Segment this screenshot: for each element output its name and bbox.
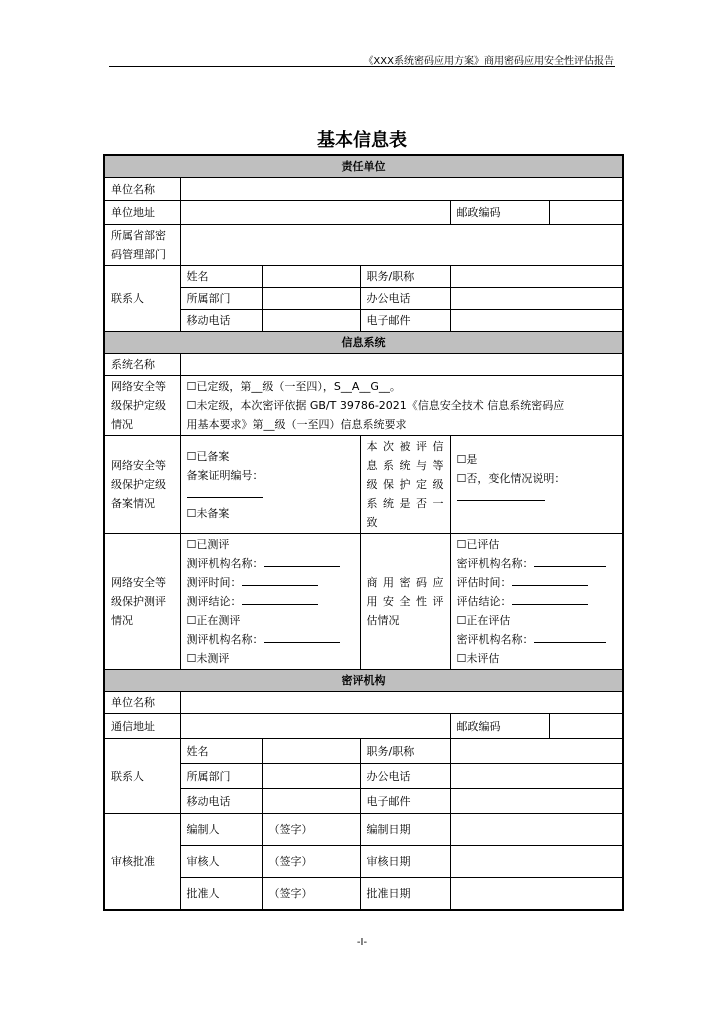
- value-review-date[interactable]: [450, 846, 623, 878]
- eval-result-field[interactable]: [242, 593, 318, 605]
- label-reviewer: 审核人: [180, 846, 262, 878]
- label-grading: 网络安全等 级保护定级 情况: [104, 376, 180, 436]
- value-position[interactable]: [450, 266, 623, 288]
- eval-org2-label: 测评机构名称：: [186, 633, 264, 646]
- label-org-office-phone: 办公电话: [360, 764, 450, 789]
- value-org-mobile[interactable]: [262, 789, 360, 814]
- label-postcode: 邮政编码: [450, 201, 549, 225]
- value-consistency[interactable]: [450, 436, 623, 534]
- page-number: -I-: [356, 937, 368, 948]
- label-compile-date: 编制日期: [360, 814, 450, 846]
- page-title: 基本信息表: [317, 130, 407, 151]
- cert-no-field[interactable]: [187, 486, 263, 498]
- sign-approver[interactable]: （签字）: [262, 878, 360, 910]
- header-rule: [109, 66, 615, 67]
- value-office-phone[interactable]: [450, 288, 623, 310]
- sign-reviewer[interactable]: （签字）: [262, 846, 360, 878]
- value-compile-date[interactable]: [450, 814, 623, 846]
- value-org-position[interactable]: [450, 739, 623, 764]
- change-description-field[interactable]: [457, 489, 545, 501]
- grading-option-ungraded[interactable]: ☐未定级，本次密评依据 GB/T 39786-2021《信息安全技术 信息系统密码应: [186, 399, 565, 412]
- value-org-department[interactable]: [262, 764, 360, 789]
- value-crypto-assess[interactable]: [450, 534, 623, 670]
- assess-org-label: 密评机构名称：: [456, 557, 534, 570]
- assess-org2-label: 密评机构名称：: [456, 633, 534, 646]
- cert-no-label: 备案证明编号：: [186, 468, 264, 482]
- filed-checkbox[interactable]: ☐已备案: [186, 449, 230, 463]
- running-header: 《XXX系统密码应用方案》商用密码应用安全性评估报告: [363, 56, 614, 67]
- value-org-email[interactable]: [450, 789, 623, 814]
- value-org-name[interactable]: [180, 692, 623, 714]
- label-org-address: 通信地址: [104, 714, 180, 739]
- label-filing: 网络安全等 级保护定级 备案情况: [104, 436, 180, 534]
- assess-time-label: 评估时间：: [456, 576, 512, 589]
- value-org-postcode[interactable]: [549, 714, 623, 739]
- assess-org-field[interactable]: [534, 555, 606, 567]
- sign-compiler[interactable]: （签字）: [262, 814, 360, 846]
- label-review-date: 审核日期: [360, 846, 450, 878]
- label-approve-date: 批准日期: [360, 878, 450, 910]
- label-crypto-dept: 所属省部密 码管理部门: [104, 225, 180, 266]
- no-change-checkbox[interactable]: ☐否，变化情况说明：: [456, 472, 566, 485]
- assess-org2-field[interactable]: [534, 631, 606, 643]
- value-filing[interactable]: [180, 436, 360, 534]
- grading-option-ungraded-cont: 用基本要求》第__级（一至四）信息系统要求: [186, 418, 407, 431]
- value-department[interactable]: [262, 288, 360, 310]
- evaluated-checkbox[interactable]: ☐已测评: [186, 538, 230, 551]
- eval-time-label: 测评时间：: [186, 576, 242, 589]
- value-grading[interactable]: [180, 376, 623, 436]
- section-header-info-system: 信息系统: [104, 332, 623, 354]
- value-unit-address[interactable]: [180, 201, 450, 225]
- eval-result-label: 测评结论：: [186, 595, 242, 608]
- label-org-postcode: 邮政编码: [450, 714, 549, 739]
- value-postcode[interactable]: [549, 201, 623, 225]
- label-name: 姓名: [180, 266, 262, 288]
- assessed-checkbox[interactable]: ☐已评估: [456, 538, 500, 551]
- value-org-office-phone[interactable]: [450, 764, 623, 789]
- value-mobile[interactable]: [262, 310, 360, 332]
- label-org-mobile: 移动电话: [180, 789, 262, 814]
- eval-org2-field[interactable]: [264, 631, 340, 643]
- assessing-checkbox[interactable]: ☐正在评估: [456, 614, 511, 627]
- label-consistency: 本次被评信 息系统与等 级保护定级 系统是否一 致: [360, 436, 450, 534]
- label-org-position: 职务/职称: [360, 739, 450, 764]
- value-system-name[interactable]: [180, 354, 623, 376]
- value-unit-name[interactable]: [180, 178, 623, 201]
- label-system-name: 系统名称: [104, 354, 180, 376]
- basic-info-table: [103, 154, 624, 911]
- value-approve-date[interactable]: [450, 878, 623, 910]
- label-org-name: 单位名称: [104, 692, 180, 714]
- label-office-phone: 办公电话: [360, 288, 450, 310]
- eval-org-label: 测评机构名称：: [186, 557, 264, 570]
- value-crypto-dept[interactable]: [180, 225, 623, 266]
- not-filed-checkbox[interactable]: ☐未备案: [186, 506, 230, 520]
- label-position: 职务/职称: [360, 266, 450, 288]
- label-contact: 联系人: [104, 266, 180, 332]
- label-mobile: 移动电话: [180, 310, 262, 332]
- assess-time-field[interactable]: [512, 574, 588, 586]
- not-evaluated-checkbox[interactable]: ☐未测评: [186, 652, 230, 665]
- label-crypto-assess: 商用密码应 用安全性评 估情况: [360, 534, 450, 670]
- label-org-contact: 联系人: [104, 739, 180, 814]
- value-email[interactable]: [450, 310, 623, 332]
- label-org-name-person: 姓名: [180, 739, 262, 764]
- label-approver: 批准人: [180, 878, 262, 910]
- label-org-email: 电子邮件: [360, 789, 450, 814]
- evaluating-checkbox[interactable]: ☐正在测评: [186, 614, 241, 627]
- label-unit-name: 单位名称: [104, 178, 180, 201]
- value-eval[interactable]: [180, 534, 360, 670]
- value-org-name-person[interactable]: [262, 739, 360, 764]
- yes-checkbox[interactable]: ☐是: [456, 453, 478, 466]
- not-assessed-checkbox[interactable]: ☐未评估: [456, 652, 500, 665]
- value-org-address[interactable]: [180, 714, 450, 739]
- grading-option-graded[interactable]: ☐已定级，第__级（一至四），S__A__G__。: [186, 380, 401, 393]
- label-department: 所属部门: [180, 288, 262, 310]
- label-org-department: 所属部门: [180, 764, 262, 789]
- eval-time-field[interactable]: [242, 574, 318, 586]
- label-compiler: 编制人: [180, 814, 262, 846]
- label-approval: 审核批准: [104, 814, 180, 910]
- section-header-assessment-org: 密评机构: [104, 670, 623, 692]
- value-name[interactable]: [262, 266, 360, 288]
- label-unit-address: 单位地址: [104, 201, 180, 225]
- assess-result-field[interactable]: [512, 593, 588, 605]
- label-email: 电子邮件: [360, 310, 450, 332]
- eval-org-field[interactable]: [264, 555, 340, 567]
- assess-result-label: 评估结论：: [456, 595, 512, 608]
- label-eval: 网络安全等 级保护测评 情况: [104, 534, 180, 670]
- section-header-responsible-unit: 责任单位: [104, 155, 623, 178]
